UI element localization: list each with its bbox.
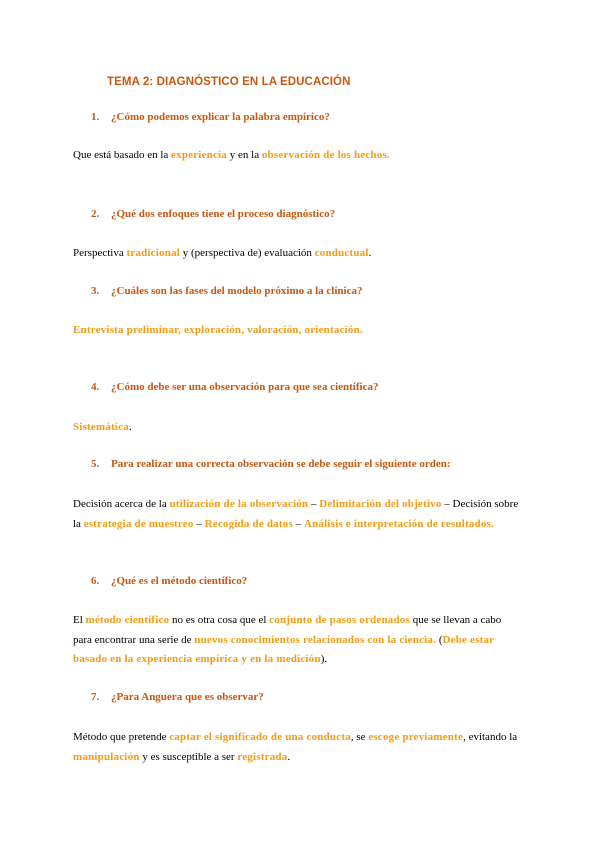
answer-6 [73, 611, 521, 670]
question-text: ¿Cómo debe ser una observación para que sea científica? [111, 381, 379, 393]
answer-2 [73, 244, 521, 264]
highlighted-term: Sistemática [73, 421, 129, 433]
highlighted-term: nuevos conocimientos relacionados con la ciencia. [194, 633, 437, 646]
highlighted-term: estrategia de muestreo [83, 517, 194, 530]
highlighted-term: Delimitación del objetivo [319, 498, 442, 510]
answer-5 [73, 495, 521, 534]
question-5 [91, 458, 451, 470]
answer-text: ). [320, 653, 328, 666]
question-number: 2. [91, 208, 100, 220]
highlighted-term: captar el significado de una conducta [169, 731, 351, 743]
answer-3 [73, 321, 521, 341]
highlighted-term: escoge previamente [368, 731, 464, 743]
answer-text: ( [436, 633, 443, 646]
question-number: 6. [91, 575, 100, 587]
question-text: ¿Cuáles son las fases del modelo próximo a la clínica? [111, 285, 363, 297]
highlighted-term: conductual [314, 247, 369, 259]
question-number: 4. [91, 381, 100, 393]
highlighted-term: observación de los hechos. [261, 149, 390, 161]
answer-text: y (perspectiva de) evaluación [180, 247, 315, 259]
highlighted-term: Análisis e interpretación de resultados. [303, 517, 494, 530]
answer-text: Método que pretende [73, 731, 170, 743]
highlighted-term: experiencia [171, 149, 228, 161]
answer-text: , se [350, 731, 369, 743]
question-text: ¿Para Anguera que es observar? [111, 691, 264, 703]
question-number: 5. [91, 458, 100, 470]
answer-text: Que está basado en la [73, 149, 172, 161]
answer-text: El [73, 614, 86, 626]
document-title: TEMA 2: DIAGNÓSTICO EN LA EDUCACIÓN [107, 76, 351, 88]
question-number: 3. [91, 285, 100, 297]
answer-text: y es susceptible a ser [139, 750, 238, 763]
highlighted-term: manipulación [73, 750, 140, 763]
question-3 [91, 285, 362, 297]
answer-text: . [287, 750, 291, 763]
question-7 [91, 691, 264, 703]
highlighted-term: Debe estar basado en la experiencia empírica y en la medición [73, 633, 495, 666]
answer-text: – Decisión sobre la [73, 498, 519, 530]
answer-text: – [193, 517, 205, 530]
question-2 [91, 208, 335, 220]
question-number: 7. [91, 691, 100, 703]
highlighted-term: registrada [237, 750, 288, 763]
highlighted-term: tradicional [126, 247, 180, 259]
answer-text: no es otra cosa que el [169, 614, 270, 626]
highlighted-term: método científico [85, 614, 170, 626]
question-1 [91, 111, 330, 123]
question-number: 1. [91, 111, 100, 123]
question-4 [91, 381, 378, 393]
highlighted-term: conjunto de pasos ordenados [269, 614, 410, 626]
answer-4 [73, 418, 521, 438]
answer-text: Decisión acerca de la [73, 498, 170, 510]
answer-text: que se llevan a cabo para encontrar una serie de [73, 614, 502, 646]
answer-text: y en la [227, 149, 262, 161]
answer-text: , evitando la [463, 731, 518, 743]
answer-text: – [292, 517, 304, 530]
answer-text: Perspectiva [73, 247, 127, 259]
answer-text: . [128, 421, 132, 433]
question-6 [91, 575, 247, 587]
answer-7 [73, 728, 521, 767]
question-text: ¿Qué dos enfoques tiene el proceso diagnóstico? [111, 208, 336, 220]
answer-1 [73, 146, 521, 166]
answer-text: . [368, 247, 372, 259]
question-text: ¿Cómo podemos explicar la palabra empírico? [111, 111, 330, 123]
question-text: Para realizar una correcta observación se debe seguir el siguiente orden: [111, 458, 451, 470]
highlighted-term: Entrevista preliminar, exploración, valoración, orientación. [73, 324, 363, 336]
question-text: ¿Qué es el método científico? [111, 575, 248, 587]
highlighted-term: Recogida de datos [204, 517, 293, 530]
answer-text: – [308, 498, 320, 510]
highlighted-term: utilización de la observación [169, 498, 309, 510]
